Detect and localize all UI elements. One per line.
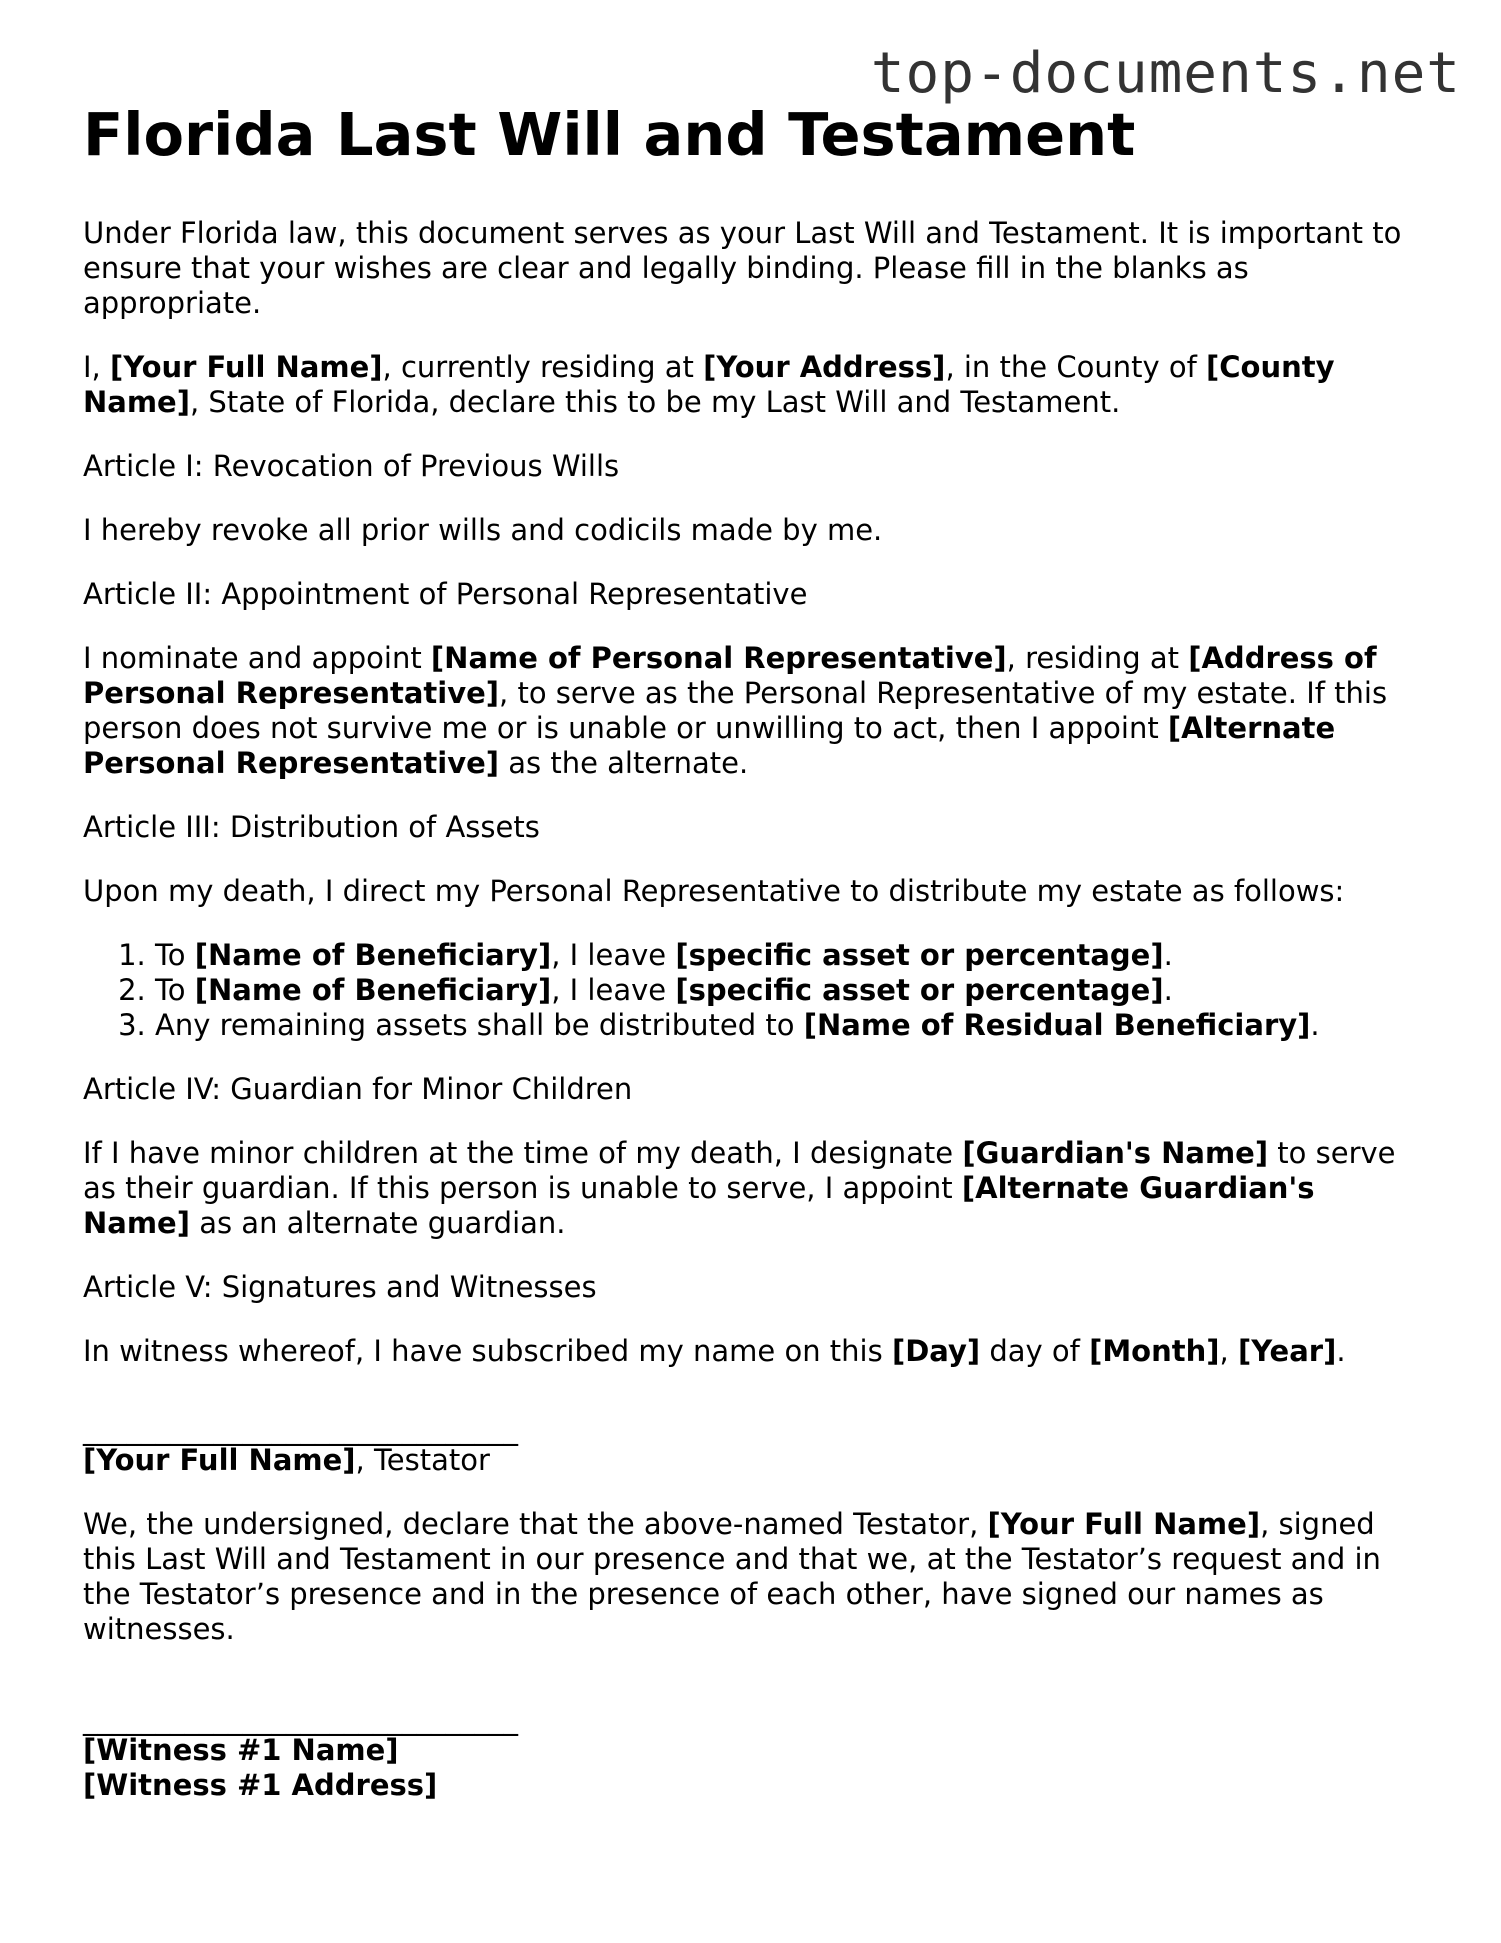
article-5-text: In witness whereof, I have subscribed my name on this [Day] day of [Month], [Year]. bbox=[83, 1334, 1346, 1368]
list-item: 2. To [Name of Beneficiary], I leave [specific asset or percentage]. bbox=[155, 973, 1423, 1008]
alternate-rep-blank: [Alternate Personal Representative] bbox=[83, 711, 1336, 780]
declaration-paragraph: I, [Your Full Name], currently residing at [Your Address], in the County of [County Name], State of Florida, declare this to be my Last Will and Testament. bbox=[83, 350, 1335, 419]
witness-1-address: [Witness #1 Address] bbox=[83, 1768, 438, 1802]
asset-blank: [specific asset or percentage] bbox=[675, 938, 1164, 972]
rep-name-blank: [Name of Personal Representative] bbox=[430, 641, 1007, 675]
article-1-heading: Article I: Revocation of Previous Wills bbox=[83, 449, 620, 483]
article-4-heading: Article IV: Guardian for Minor Children bbox=[83, 1072, 633, 1106]
article-3-heading: Article III: Distribution of Assets bbox=[83, 810, 540, 844]
testator-signature-label: [Your Full Name], Testator bbox=[83, 1443, 490, 1477]
county-blank: [County Name] bbox=[83, 350, 1335, 419]
list-item: 1. To [Name of Beneficiary], I leave [specific asset or percentage]. bbox=[155, 938, 1423, 973]
rep-address-blank: [Address of Personal Representative] bbox=[83, 641, 1377, 710]
list-item: 3. Any remaining assets shall be distributed to [Name of Residual Beneficiary]. bbox=[155, 1008, 1423, 1043]
article-5-heading: Article V: Signatures and Witnesses bbox=[83, 1270, 597, 1304]
testator-signature-name: [Your Full Name] bbox=[83, 1443, 356, 1477]
month-blank: [Month] bbox=[1089, 1334, 1220, 1368]
intro-paragraph: Under Florida law, this document serves as your Last Will and Testament. It is important to ensure that your wishes are clear and legally binding. Please fill in the blanks as appropriate. bbox=[83, 216, 1402, 320]
beneficiary-blank: [Name of Beneficiary] bbox=[194, 973, 552, 1007]
alternate-guardian-blank: [Alternate Guardian's Name] bbox=[83, 1171, 1315, 1240]
document-page bbox=[83, 100, 1423, 1803]
testator-address-blank: [Your Address] bbox=[703, 350, 946, 384]
guardian-blank: [Guardian's Name] bbox=[962, 1136, 1269, 1170]
attestation-name-blank: [Your Full Name] bbox=[987, 1507, 1261, 1541]
beneficiary-blank: [Name of Beneficiary] bbox=[194, 938, 552, 972]
year-blank: [Year] bbox=[1237, 1334, 1337, 1368]
article-3-text: Upon my death, I direct my Personal Representative to distribute my estate as follows: bbox=[83, 874, 1345, 908]
distribution-list bbox=[83, 938, 1423, 1043]
testator-signature-line: ______________________________ bbox=[83, 1412, 518, 1446]
article-2-text: I nominate and appoint [Name of Personal Representative], residing at [Address of Personal Representative], to serve as the Personal Representative of my estate. If this person does not survive me or is unable or unwilling to act, then I appoint [Alternate Personal Representative] as the alternate. bbox=[83, 641, 1388, 780]
document-title: Florida Last Will and Testament bbox=[83, 100, 1136, 169]
watermark: top-documents.net bbox=[870, 41, 1461, 106]
residual-beneficiary-blank: [Name of Residual Beneficiary] bbox=[803, 1008, 1311, 1042]
article-2-heading: Article II: Appointment of Personal Representative bbox=[83, 577, 808, 611]
attestation-paragraph: We, the undersigned, declare that the above-named Testator, [Your Full Name], signed this Last Will and Testament in our presence and that we, at the Testator’s request and in the Testator’s presence and in the presence of each other, have signed our names as witnesses. bbox=[83, 1507, 1381, 1646]
day-blank: [Day] bbox=[891, 1334, 981, 1368]
witness-1-signature-line: ______________________________ bbox=[83, 1702, 518, 1736]
asset-blank: [specific asset or percentage] bbox=[675, 973, 1164, 1007]
testator-name-blank: [Your Full Name] bbox=[110, 350, 383, 384]
article-1-text: I hereby revoke all prior wills and codicils made by me. bbox=[83, 513, 883, 547]
article-4-text: If I have minor children at the time of my death, I designate [Guardian's Name] to serve as their guardian. If this person is unable to serve, I appoint [Alternate Guardian's Name] as an alternate guardian. bbox=[83, 1136, 1396, 1240]
witness-1-name: [Witness #1 Name] bbox=[83, 1733, 399, 1767]
